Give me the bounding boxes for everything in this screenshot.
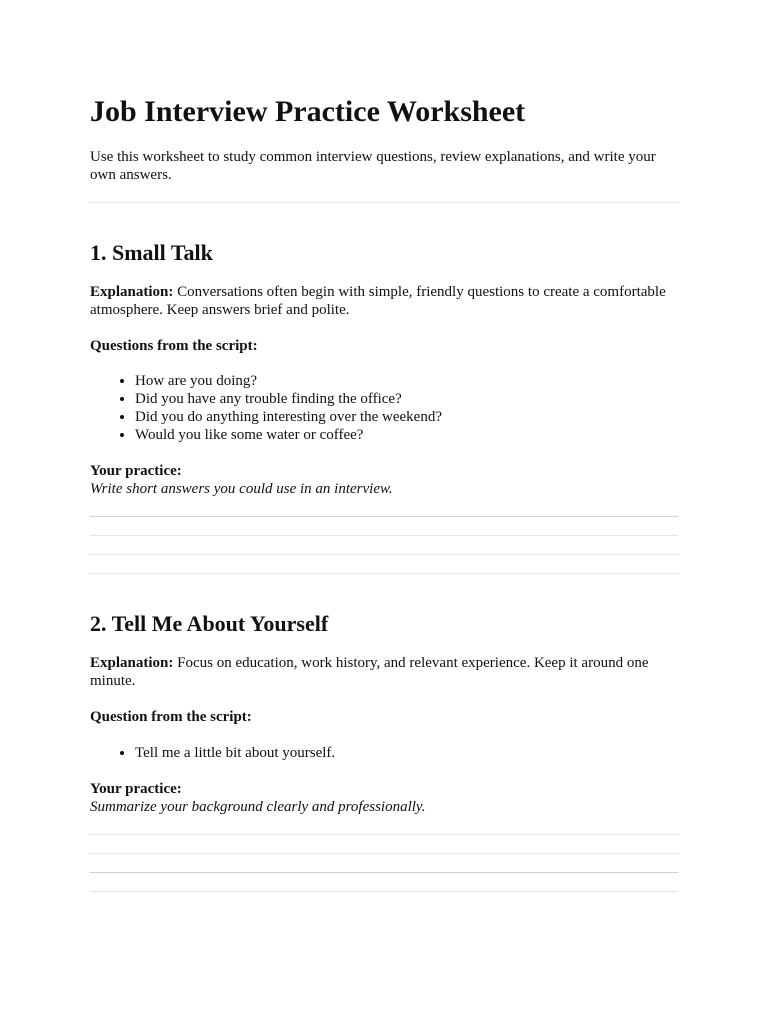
answer-line[interactable] bbox=[90, 554, 678, 555]
intro-divider bbox=[90, 202, 678, 203]
answer-line[interactable] bbox=[90, 535, 678, 536]
questions-label: Questions from the script: bbox=[90, 338, 258, 354]
answer-line[interactable] bbox=[90, 872, 678, 873]
practice-label: Your practice: bbox=[90, 781, 182, 797]
section-tell-me-about-yourself bbox=[90, 610, 678, 892]
page-title: Job Interview Practice Worksheet bbox=[90, 95, 526, 128]
section-small-talk bbox=[90, 239, 678, 574]
explanation-label: Explanation: bbox=[90, 284, 174, 300]
section-heading: 2. Tell Me About Yourself bbox=[90, 611, 329, 636]
practice-hint: Write short answers you could use in an interview. bbox=[90, 481, 393, 497]
explanation-text: Conversations often begin with simple, friendly questions to create a comfortable atmosphere. Keep answers brief and polite. bbox=[90, 284, 666, 318]
questions-list bbox=[90, 372, 678, 444]
explanation-paragraph bbox=[90, 283, 678, 319]
explanation-text: Focus on education, work history, and relevant experience. Keep it around one minute. bbox=[90, 655, 649, 689]
intro-text: Use this worksheet to study common interview questions, review explanations, and write your own answers. bbox=[90, 149, 656, 183]
practice-label: Your practice: bbox=[90, 463, 182, 479]
list-item: • Did you have any trouble finding the office? bbox=[135, 390, 678, 408]
explanation-paragraph bbox=[90, 654, 678, 690]
list-item: • How are you doing? bbox=[135, 372, 678, 390]
section-heading: 1. Small Talk bbox=[90, 240, 213, 265]
questions-label: Question from the script: bbox=[90, 709, 252, 725]
list-item: • Would you like some water or coffee? bbox=[135, 426, 678, 444]
answer-line[interactable] bbox=[90, 834, 678, 835]
answer-line[interactable] bbox=[90, 853, 678, 854]
answer-line[interactable] bbox=[90, 516, 678, 517]
list-item: • Tell me a little bit about yourself. bbox=[135, 744, 678, 762]
list-item: • Did you do anything interesting over the weekend? bbox=[135, 408, 678, 426]
questions-list bbox=[90, 744, 678, 762]
practice-hint: Summarize your background clearly and professionally. bbox=[90, 799, 426, 815]
answer-line[interactable] bbox=[90, 891, 678, 892]
answer-line[interactable] bbox=[90, 573, 678, 574]
explanation-label: Explanation: bbox=[90, 655, 174, 671]
